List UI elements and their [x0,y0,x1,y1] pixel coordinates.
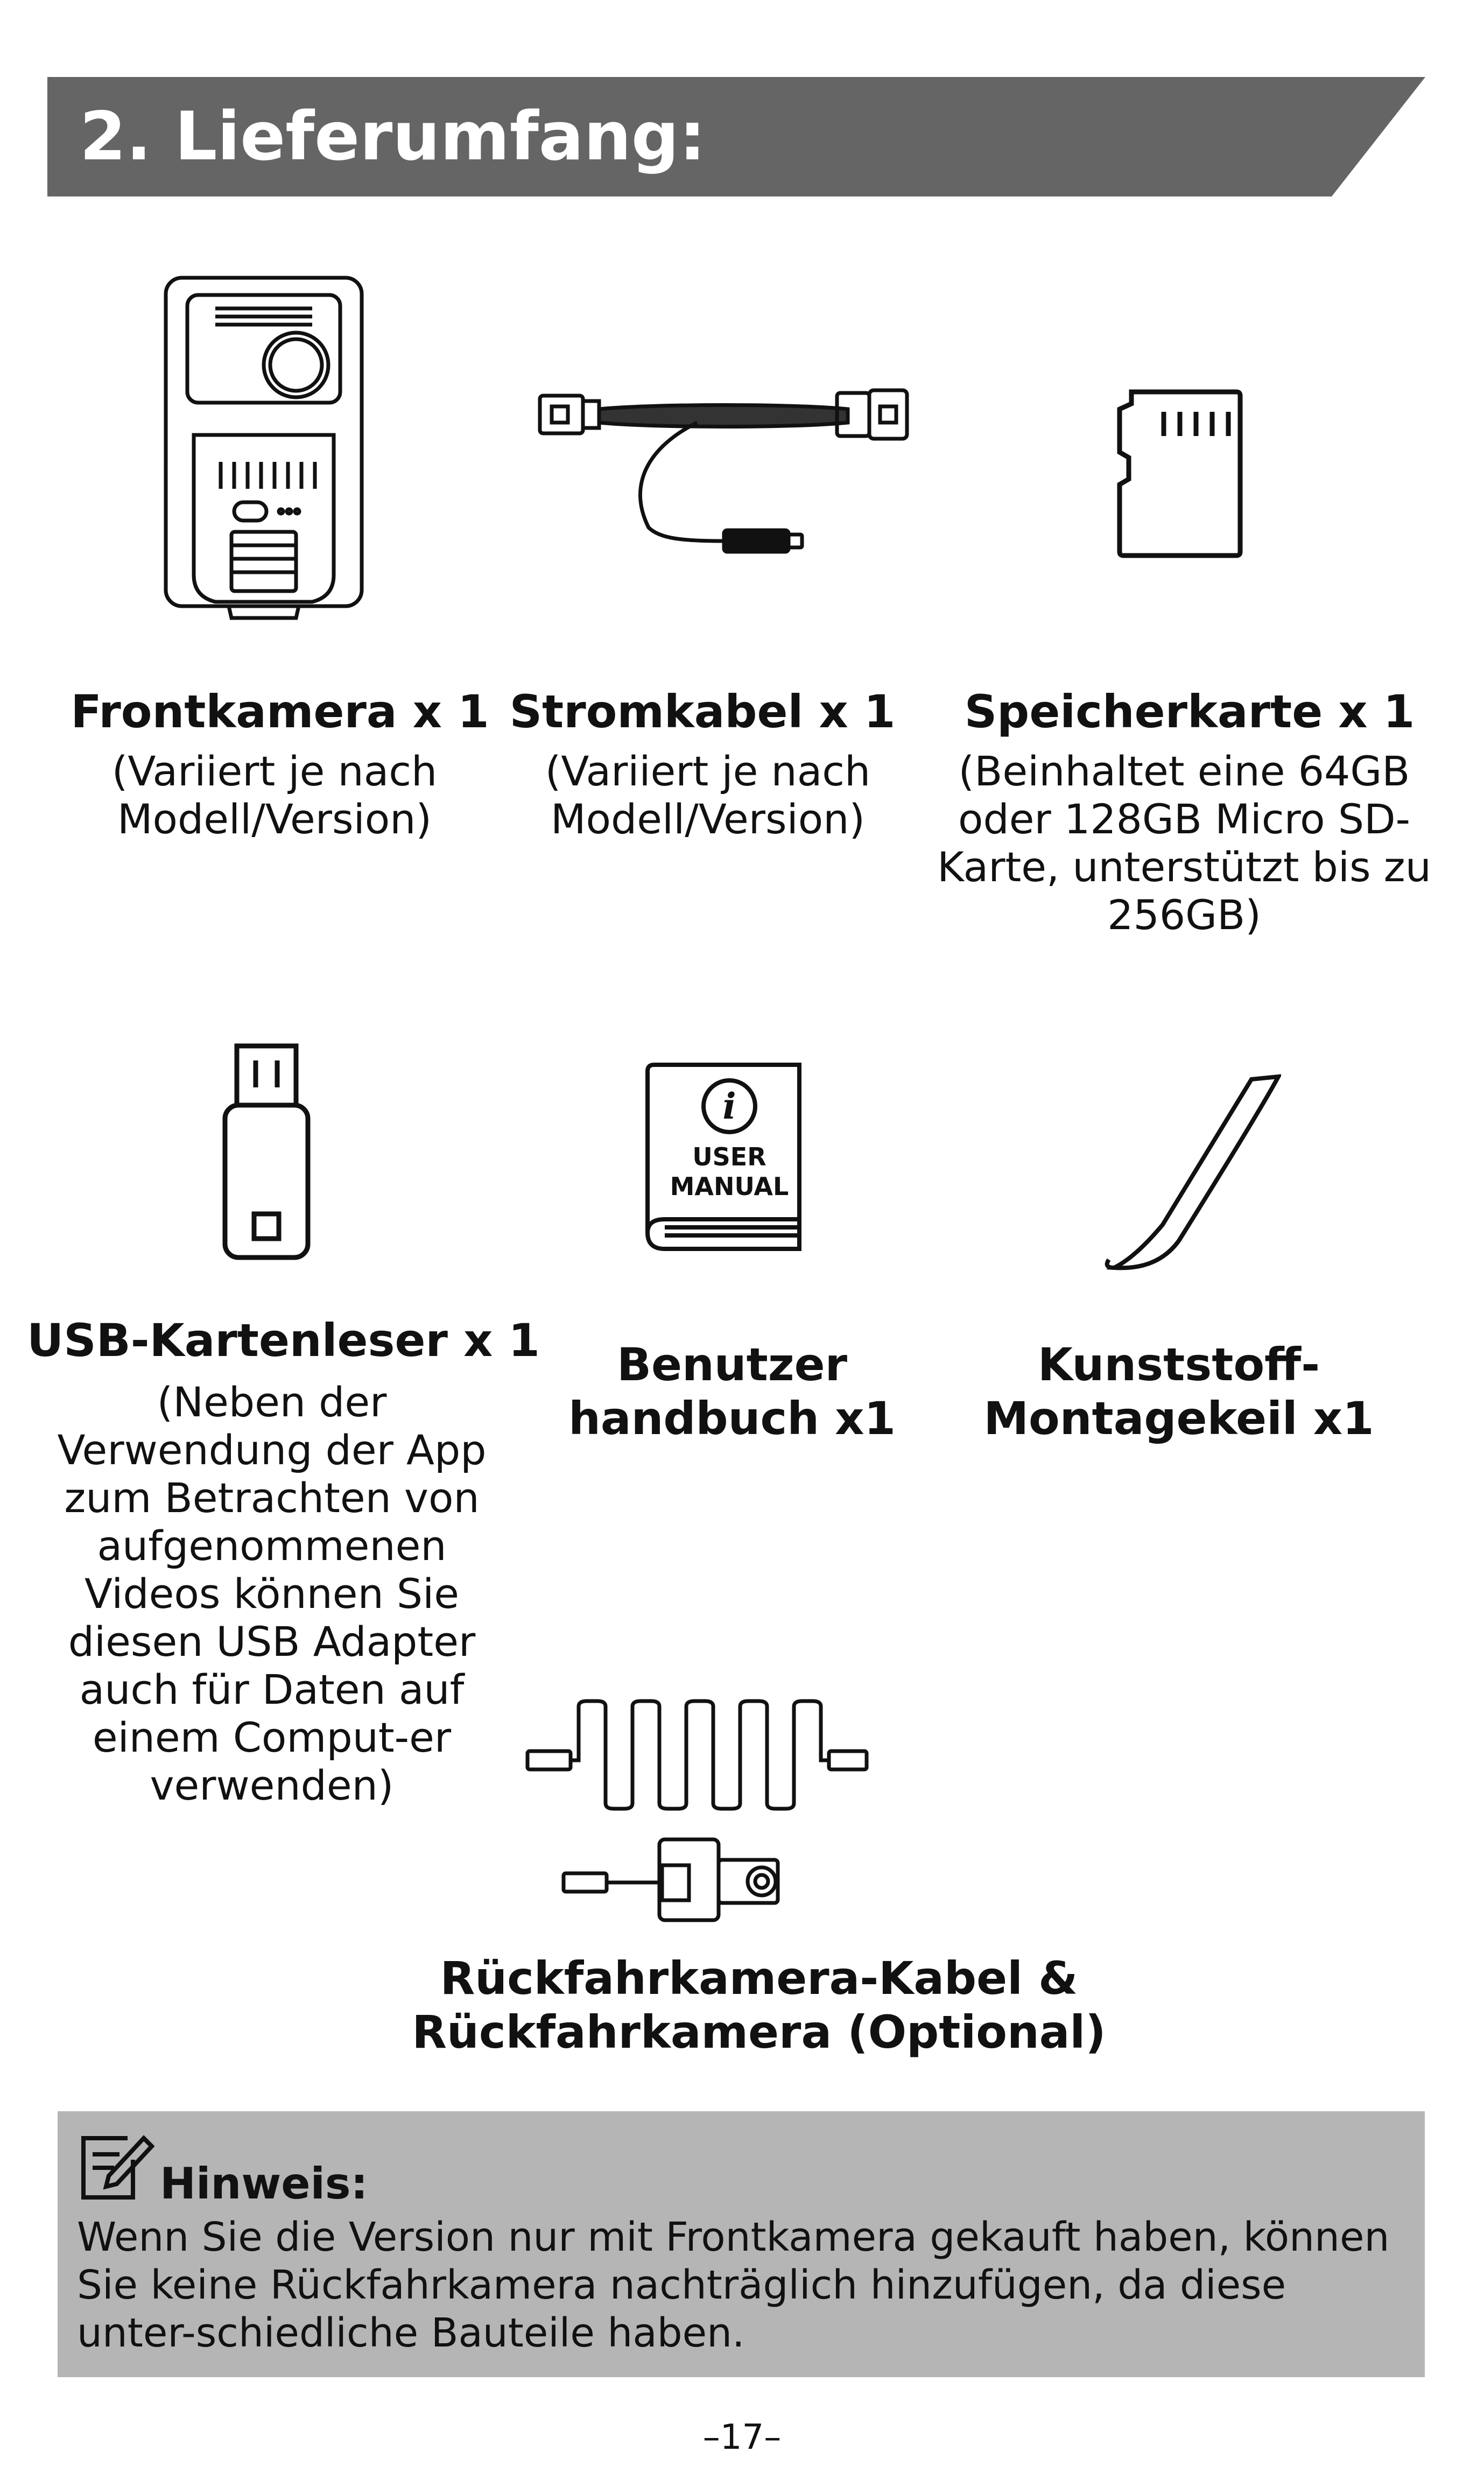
section-title: 2. Lieferumfang: [80,98,706,175]
section-banner [47,77,1425,196]
rear-camera-icon [525,1698,869,1927]
pry-tool-icon [1098,1069,1281,1281]
dashcam-icon [161,273,366,626]
item-desc-usb-kartenleser: (Neben der Verwendung der App zum Betrachten von aufgenommenen Videos können Sie diesen USB Adapter auch für Daten auf einem Comput-er verwenden) [57,1378,487,1809]
item-name-speicherkarte: Speicherkarte x 1 [964,685,1415,738]
power-cable-icon [536,377,912,562]
note-icon [79,2133,154,2205]
svg-text:i: i [722,1085,736,1127]
item-name-montagekeil: Kunststoff-Montagekeil x1 [983,1338,1374,1445]
item-name-frontkamera: Frontkamera x 1 [71,685,489,738]
user-manual-icon [643,1060,805,1256]
note-text: Wenn Sie die Version nur mit Frontkamera gekauft haben, können Sie keine Rückfahrkamera nachträglich hinzufügen, da diese unter-schiedliche Bauteile haben. [77,2214,1390,2356]
book-label-user: USER [692,1142,766,1171]
note-box [58,2111,1425,2377]
item-name-rueckfahrkamera: Rückfahrkamera-Kabel & Rückfahrkamera (Optional) [412,1952,1106,2059]
item-desc-frontkamera: (Variiert je nach Modell/Version) [111,747,438,843]
item-desc-stromkabel: (Variiert je nach Modell/Version) [545,747,871,843]
usb-reader-icon [221,1042,312,1264]
item-desc-speicherkarte: (Beinhaltet eine 64GB oder 128GB Micro SD-Karte, unterstützt bis zu 256GB) [937,747,1431,939]
page-number: –17– [702,2418,782,2457]
sd-card-icon [1115,388,1244,562]
item-name-benutzerhandbuch: Benutzer handbuch x1 [568,1338,896,1445]
item-name-usb-kartenleser: USB-Kartenleser x 1 [27,1314,540,1367]
item-name-stromkabel: Stromkabel x 1 [509,685,896,738]
note-title: Hinweis: [160,2159,368,2209]
book-label-manual: MANUAL [670,1172,789,1201]
